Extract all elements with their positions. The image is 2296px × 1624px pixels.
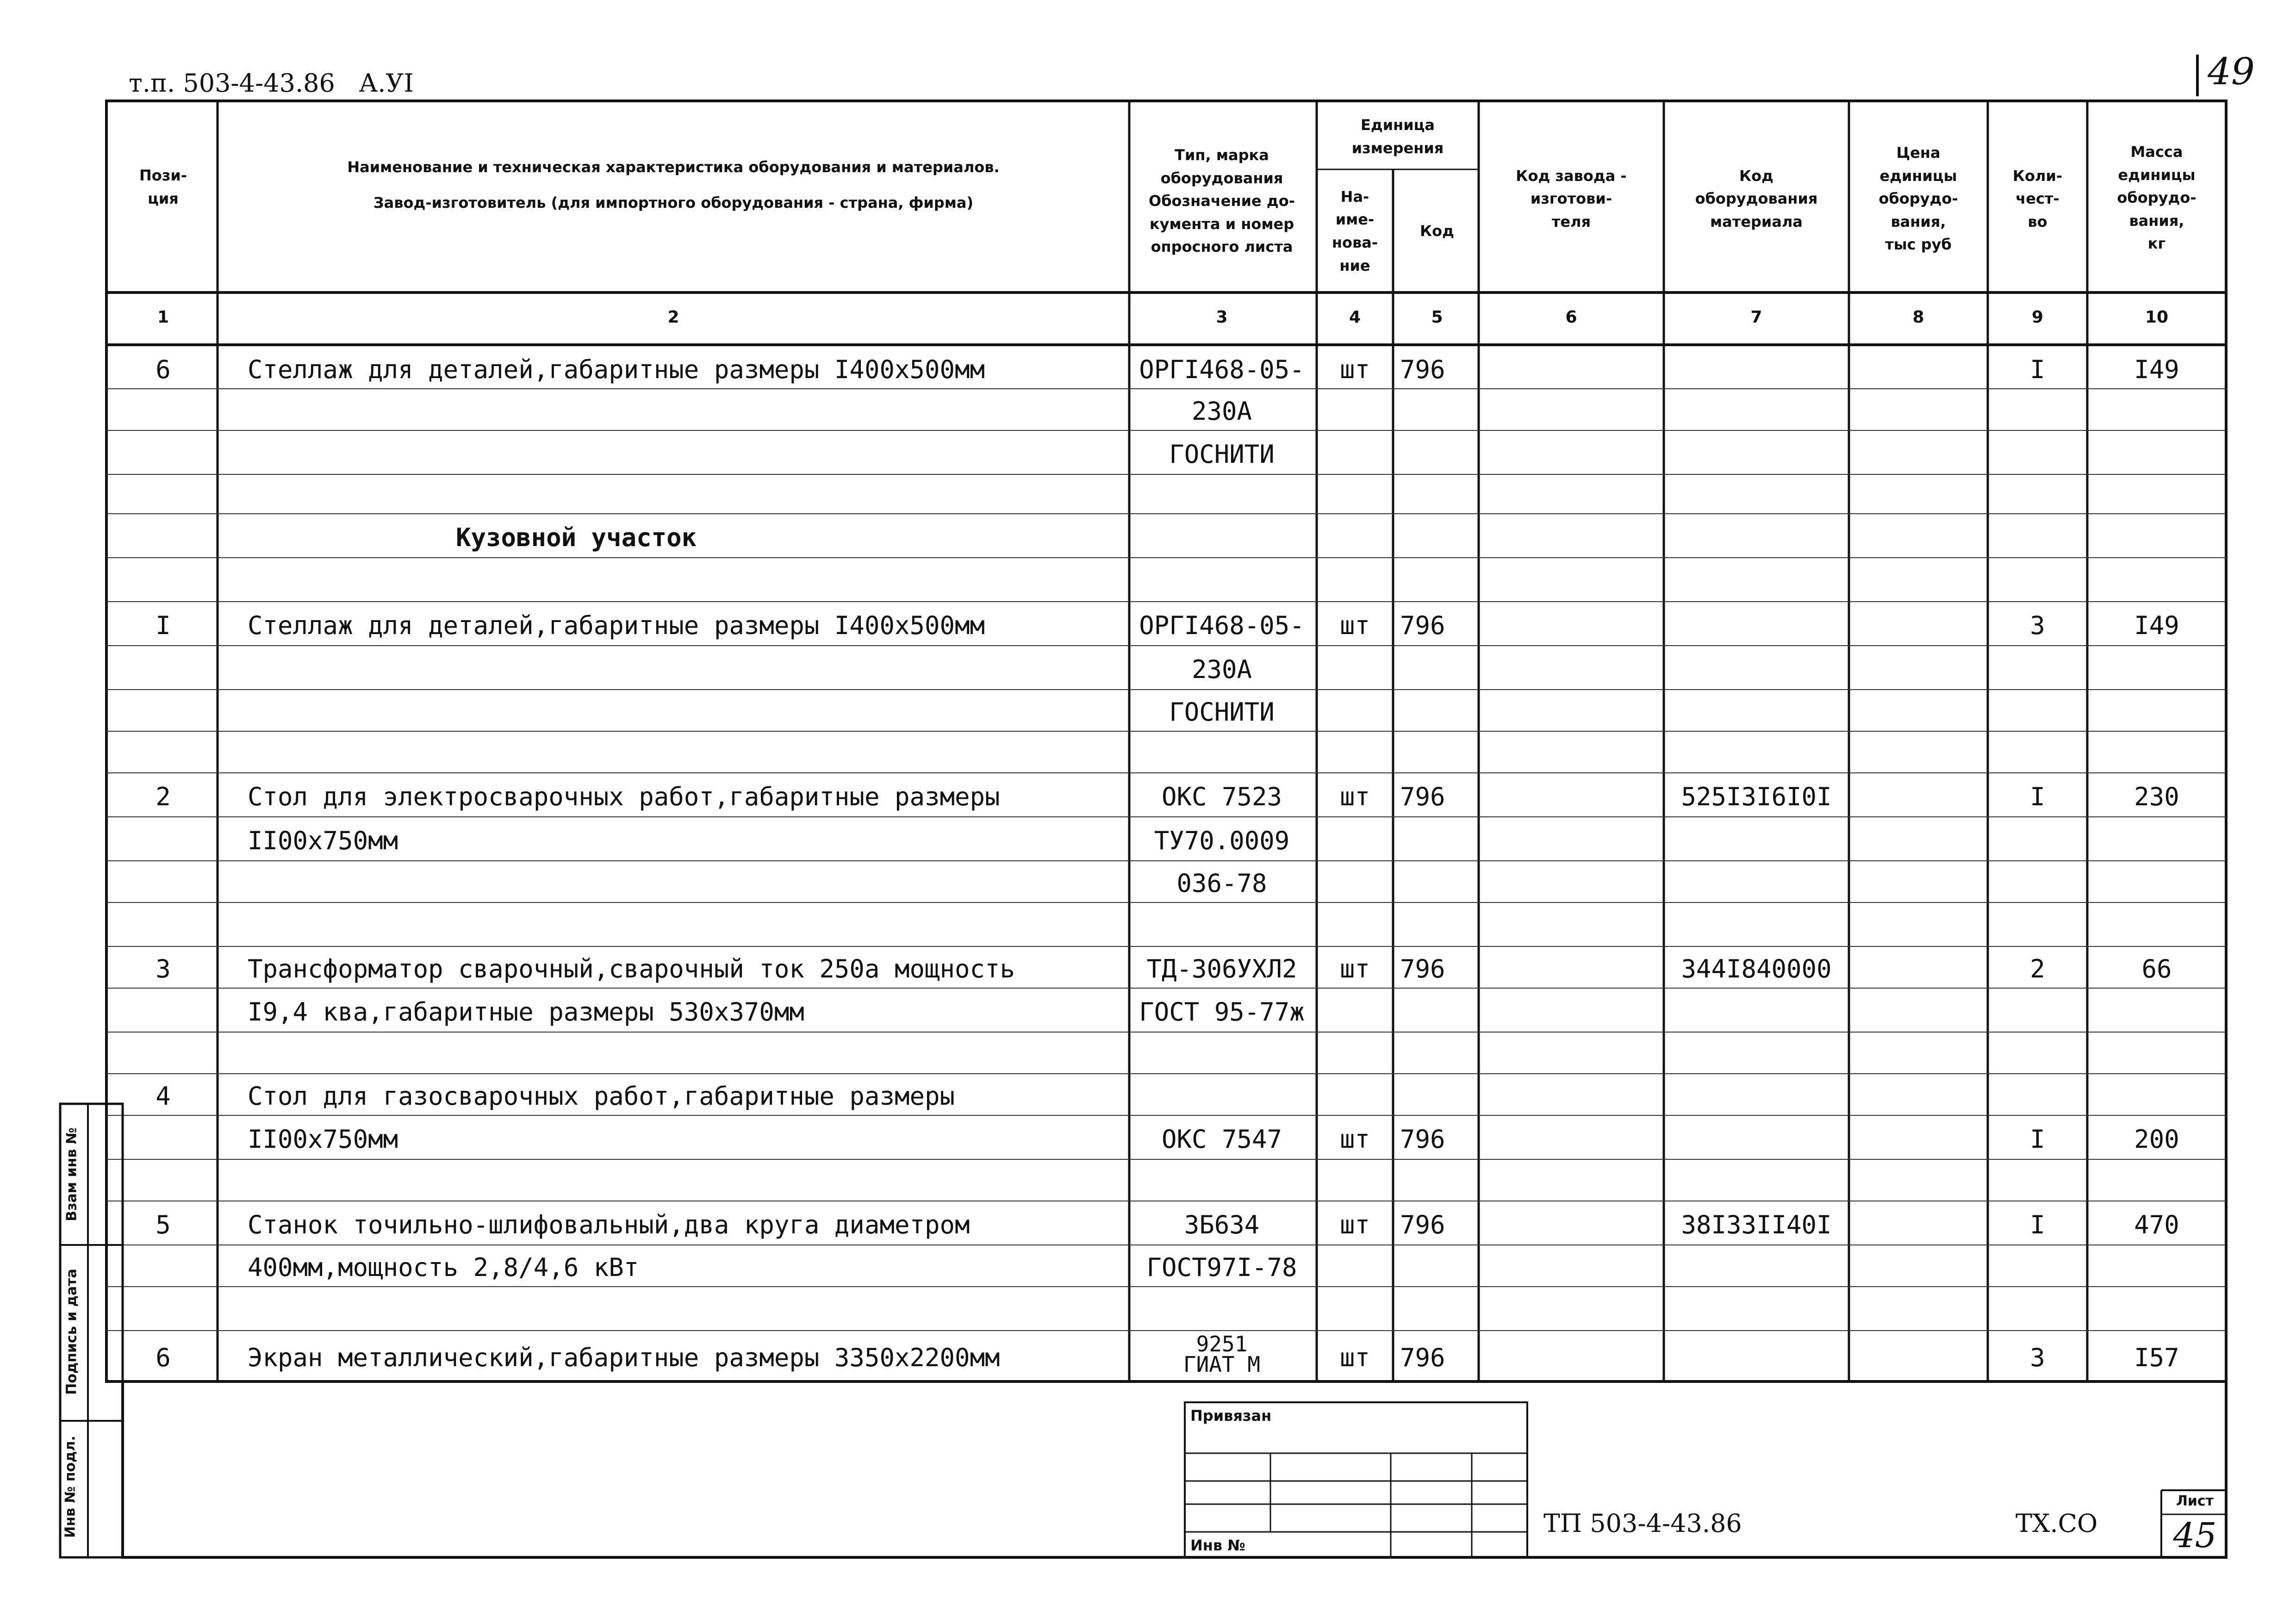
cell-unit: шт [1339,954,1370,983]
cell-unit: шт [1339,355,1370,384]
header-name: Наименование и техническая характеристика оборудования и материалов. Завод-изготовитель (для импортного оборудования - страна, фирма) [347,158,1000,212]
stamp-sheet-number: 45 [2173,1516,2217,1556]
cell-name: II00x750мм [248,1124,398,1154]
column-number: 9 [2031,308,2044,327]
column-number: 4 [1349,308,1361,327]
cell-mass: I49 [2134,610,2179,640]
side-label-inventory-original: Инв № подл. [62,1436,79,1538]
cell-type: ОРГI468-05- [1139,355,1305,384]
header-quantity: Коли- чест- во [2012,167,2063,230]
cell-mass: 230 [2134,782,2179,811]
column-number: 2 [667,308,679,327]
cell-code: 796 [1400,1343,1445,1372]
cell-equip: 525I3I6I0I [1681,782,1832,811]
stamp-privyazan-label: Привязан [1190,1407,1272,1425]
cell-equip: 38I33II40I [1681,1210,1832,1239]
cell-qty: I [2030,1124,2045,1154]
header-type: Тип, марка оборудования Обозначение до- кумента и номер опросного листа [1149,146,1295,256]
cell-type: ОКС 7547 [1161,1124,1282,1154]
cell-type: ГОСНИТИ [1169,697,1275,727]
cell-name: Стол для газосварочных работ,габаритные размеры [248,1082,955,1111]
cell-qty: I [2030,782,2045,811]
column-number: 3 [1216,308,1228,327]
cell-name: Стол для электросварочных работ,габаритные размеры [248,782,1000,811]
cell-code: 796 [1400,1210,1445,1239]
document-code-top: т.п. 503-4-43.86 А.УI [129,68,414,98]
cell-pos: 2 [156,782,171,811]
cell-type: ОКС 7523 [1161,782,1282,811]
cell-mass: 66 [2141,954,2172,983]
cell-pos: 6 [156,355,171,384]
cell-name: I9,4 ква,габаритные размеры 530x370мм [248,997,804,1027]
cell-equip: 344I840000 [1681,954,1832,983]
cell-type: 036-78 [1176,869,1267,898]
cell-name: Экран металлический,габаритные размеры 3350x2200мм [248,1343,1000,1372]
header-plant-code: Код завода - изготови- теля [1516,167,1627,230]
cell-name: Стеллаж для деталей,габаритные размеры I400x500мм [248,355,985,384]
cell-unit: шт [1339,1343,1370,1372]
cell-unit: шт [1339,1210,1370,1239]
cell-qty: I [2030,1210,2045,1239]
page-number-handwritten: 49 [2208,50,2255,93]
header-price: Цена единицы оборудо- вания, тыс руб [1879,144,1958,254]
cell-type: ГОСТ97I-78 [1146,1253,1297,1282]
stamp-document-code: ТП 503-4-43.86 [1543,1509,1742,1538]
header-position: Пози- ция [139,167,187,207]
stamp-sheet-label: Лист [2176,1493,2214,1509]
cell-type: ТУ70.0009 [1154,826,1290,855]
cell-code: 796 [1400,954,1445,983]
cell-type: 230А [1191,397,1252,426]
cell-name: Стеллаж для деталей,габаритные размеры I400x500мм [248,610,985,640]
cell-type: ГОСТ 95-77ж [1139,997,1305,1027]
cell-name: Трансформатор сварочный,сварочный ток 250а мощность [248,954,1015,983]
cell-pos: 3 [156,954,171,983]
cell-mass: 470 [2134,1210,2179,1239]
cell-type: 9251 ГИАТ М [1183,1332,1261,1377]
cell-pos: 5 [156,1210,171,1239]
cell-type: 230А [1191,654,1252,684]
cell-name: 400мм,мощность 2,8/4,6 кВт [248,1253,639,1282]
cell-code: 796 [1400,610,1445,640]
cell-type: 3Б634 [1184,1210,1260,1239]
cell-type: ТД-306УХЛ2 [1146,954,1297,983]
cell-type: ГОСНИТИ [1169,439,1275,469]
cell-name: Станок точильно-шлифовальный,два круга диаметром [248,1210,970,1239]
cell-type: ОРГI468-05- [1139,610,1305,640]
cell-qty: 3 [2030,1343,2045,1372]
cell-mass: I49 [2134,355,2179,384]
side-label-signature-date: Подпись и дата [63,1269,80,1395]
cell-pos: 6 [156,1343,171,1372]
column-number: 7 [1750,308,1762,327]
cell-mass: 200 [2134,1124,2179,1154]
cell-pos: I [156,610,171,640]
cell-pos: 4 [156,1082,171,1111]
side-label-replaces-inventory: Взам инв № [63,1127,80,1221]
cell-unit: шт [1339,1124,1370,1154]
cell-name: II00x750мм [248,826,398,855]
column-number: 10 [2145,308,2169,327]
cell-qty: 2 [2030,954,2045,983]
cell-unit: шт [1339,610,1370,640]
header-unit-code: Код [1420,222,1454,240]
cell-qty: 3 [2030,610,2045,640]
cell-code: 796 [1400,1124,1445,1154]
cell-code: 796 [1400,355,1445,384]
cell-name: Кузовной участок [456,523,697,552]
cell-unit: шт [1339,782,1370,811]
column-number: 5 [1431,308,1443,327]
stamp-document-type: ТХ.СО [2016,1509,2098,1538]
header-unit-group: Единица измерения [1351,116,1444,157]
cell-code: 796 [1400,782,1445,811]
cell-mass: I57 [2134,1343,2179,1372]
header-unit-name: На- име- нова- ние [1332,187,1378,274]
header-mass: Масса единицы оборудо- вания, кг [2117,143,2196,253]
header-equipment-code: Код оборудования материала [1695,167,1818,230]
stamp-inventory-number-label: Инв № [1190,1537,1245,1554]
column-number: 1 [157,308,169,327]
cell-qty: I [2030,355,2045,384]
column-number: 6 [1565,308,1577,327]
column-number: 8 [1912,308,1924,327]
